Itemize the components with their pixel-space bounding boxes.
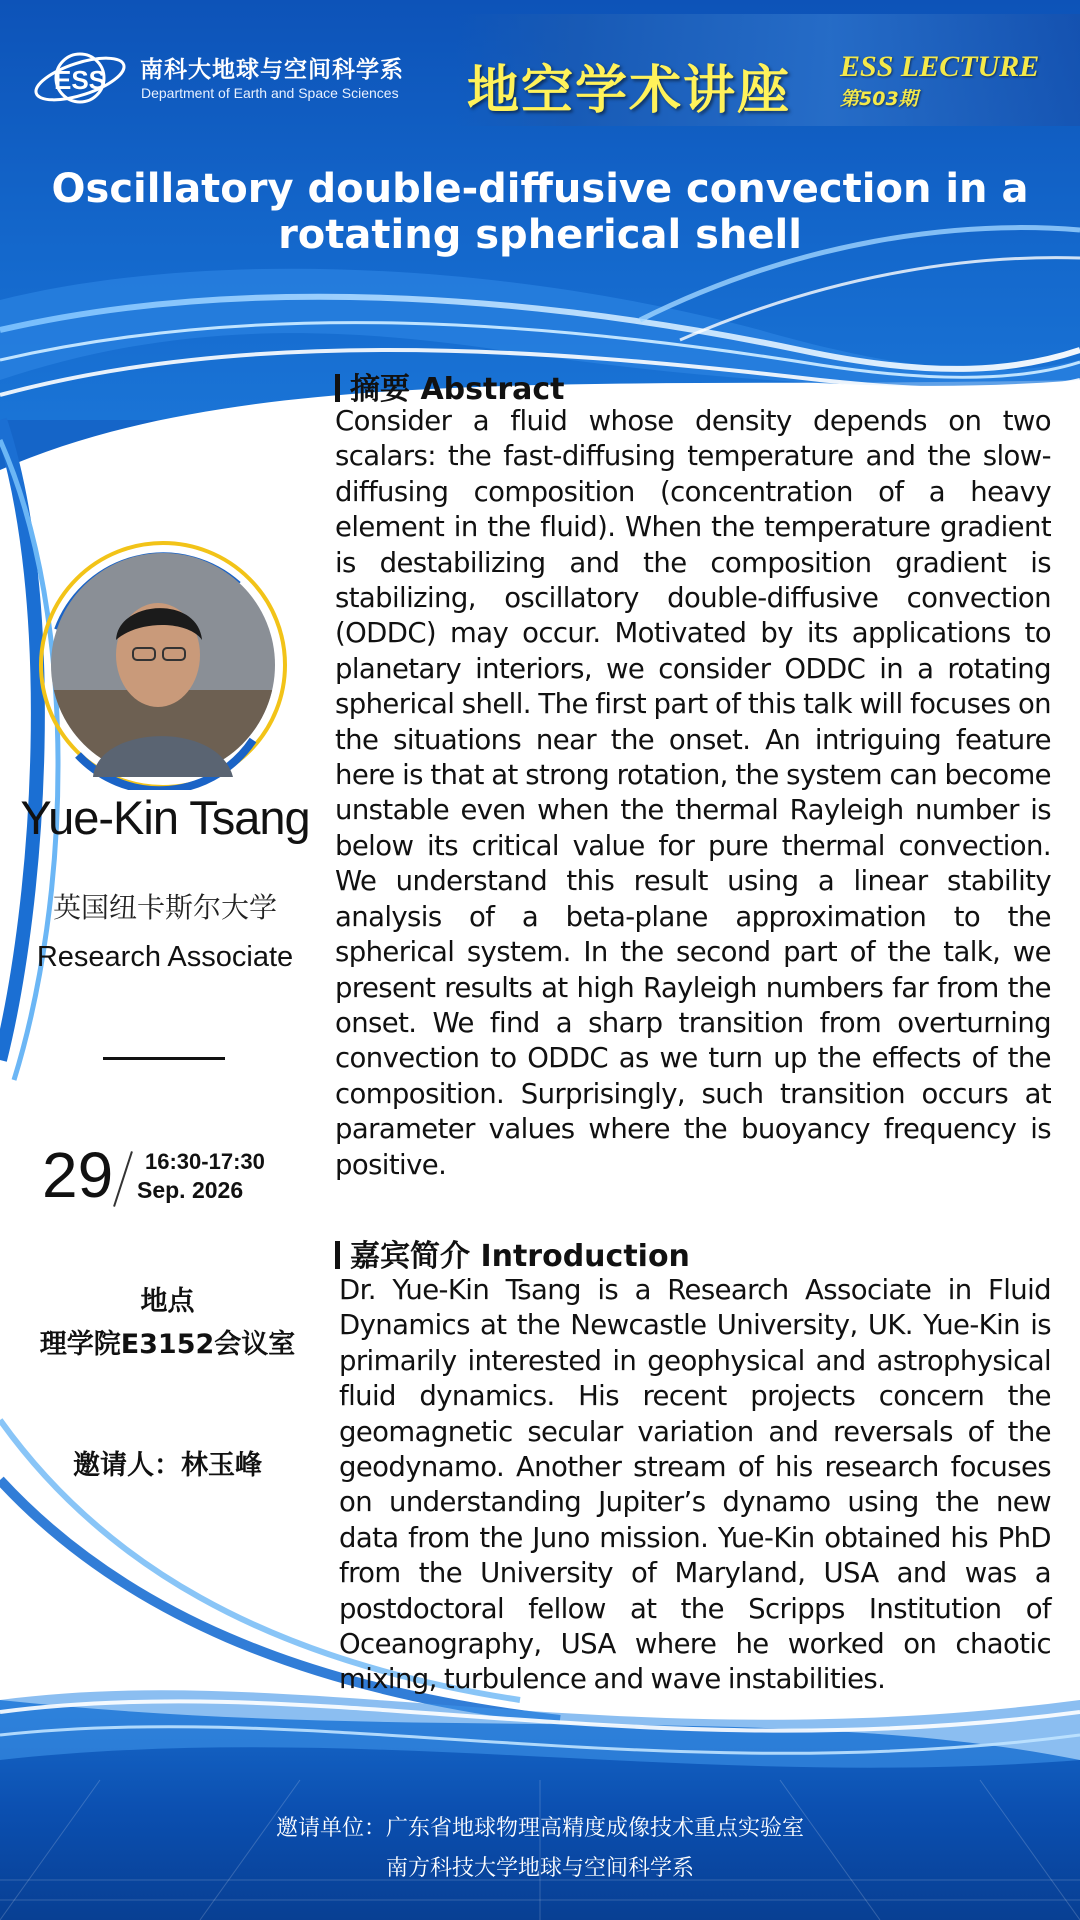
ess-emblem-icon bbox=[30, 45, 130, 113]
abstract-heading-text: 摘要 Abstract bbox=[350, 372, 565, 407]
date-month-year: Sep. 2026 bbox=[137, 1177, 244, 1203]
lecture-title: Oscillatory double-diffusive convection in a rotating spherical shell bbox=[51, 166, 1029, 258]
divider-line bbox=[103, 1057, 225, 1060]
lecture-series-banner bbox=[455, 14, 1080, 126]
venue-value: 理学院E3152会议室 bbox=[39, 1329, 296, 1360]
heading-bar bbox=[335, 1241, 340, 1269]
introduction-heading bbox=[335, 1231, 690, 1275]
speaker-name: Yue-Kin Tsang bbox=[20, 791, 310, 844]
series-title-en: ESS LECTURE bbox=[840, 50, 1040, 83]
introduction-heading-text: 嘉宾简介 Introduction bbox=[350, 1239, 690, 1274]
venue-label: 地点 bbox=[140, 1286, 195, 1317]
speaker-photo bbox=[38, 540, 288, 790]
department-name-cn: 南科大地球与空间科学系 bbox=[140, 57, 404, 83]
date-day: 29 bbox=[42, 1139, 114, 1211]
svg-text:ESS: ESS bbox=[53, 65, 107, 95]
time-range: 16:30-17:30 bbox=[145, 1149, 265, 1174]
series-title-cn: 地空学术讲座 bbox=[467, 60, 792, 121]
abstract-heading bbox=[335, 364, 565, 408]
department-name-en: Department of Earth and Space Sciences bbox=[141, 85, 399, 101]
host: 邀请人：林玉峰 bbox=[73, 1450, 262, 1481]
abstract-text: Consider a fluid whose density depends on two scalars: the fast-diffusing temperature and the slow-diffusing composition (concentration of a heavy element in the fluid). When the temperature gradient is destabilizing and the composition gradient is stabilizing, oscillatory double-diffusive convection (ODDC) may occur. Motivated by its applications to planetary interiors, we consider ODDC in a rotating spherical shell. The first part of this talk will focuses on the situations near the onset. An intriguing feature here is that at strong rotation, the system can become unstable even when the thermal Rayleigh number is below its critical value for pure thermal convection. We understand this result using a linear stability analysis of a beta-plane approximation to the spherical system. In the second part of the talk, we present results at high Rayleigh numbers far from the onset. We find a sharp transition from overturning convection to ODDC as we turn up the effects of the composition. Surprisingly, such transition occurs at parameter values where the buoyancy frequency is positive. bbox=[335, 405, 1051, 1181]
speaker-affiliation: 英国纽卡斯尔大学 bbox=[52, 891, 277, 924]
speaker-position: Research Associate bbox=[36, 941, 294, 973]
heading-bar bbox=[335, 374, 340, 402]
department-logo bbox=[30, 45, 430, 115]
department-line: 南方科技大学地球与空间科学系 bbox=[385, 1856, 694, 1881]
issue-number: 第503期 bbox=[840, 88, 918, 110]
introduction-text: Dr. Yue-Kin Tsang is a Research Associate in Fluid Dynamics at the Newcastle University, UK. Yue-Kin is primarily interested in geophysical and astrophysical fluid dynamics. His recent projects concern the geomagnetic secular variation and reversals of the geodynamo. Another stream of his research focuses on understanding Jupiter’s dynamo using the new data from the Juno mission. Yue-Kin obtained his PhD from the University of Maryland, USA and was a postdoctoral fellow at the Scripps Institution of Oceanography, USA where he worked on chaotic mixing, turbulence and wave instabilities. bbox=[339, 1274, 1051, 1696]
organizer-line: 邀请单位：广东省地球物理高精度成像技术重点实验室 bbox=[275, 1816, 804, 1841]
